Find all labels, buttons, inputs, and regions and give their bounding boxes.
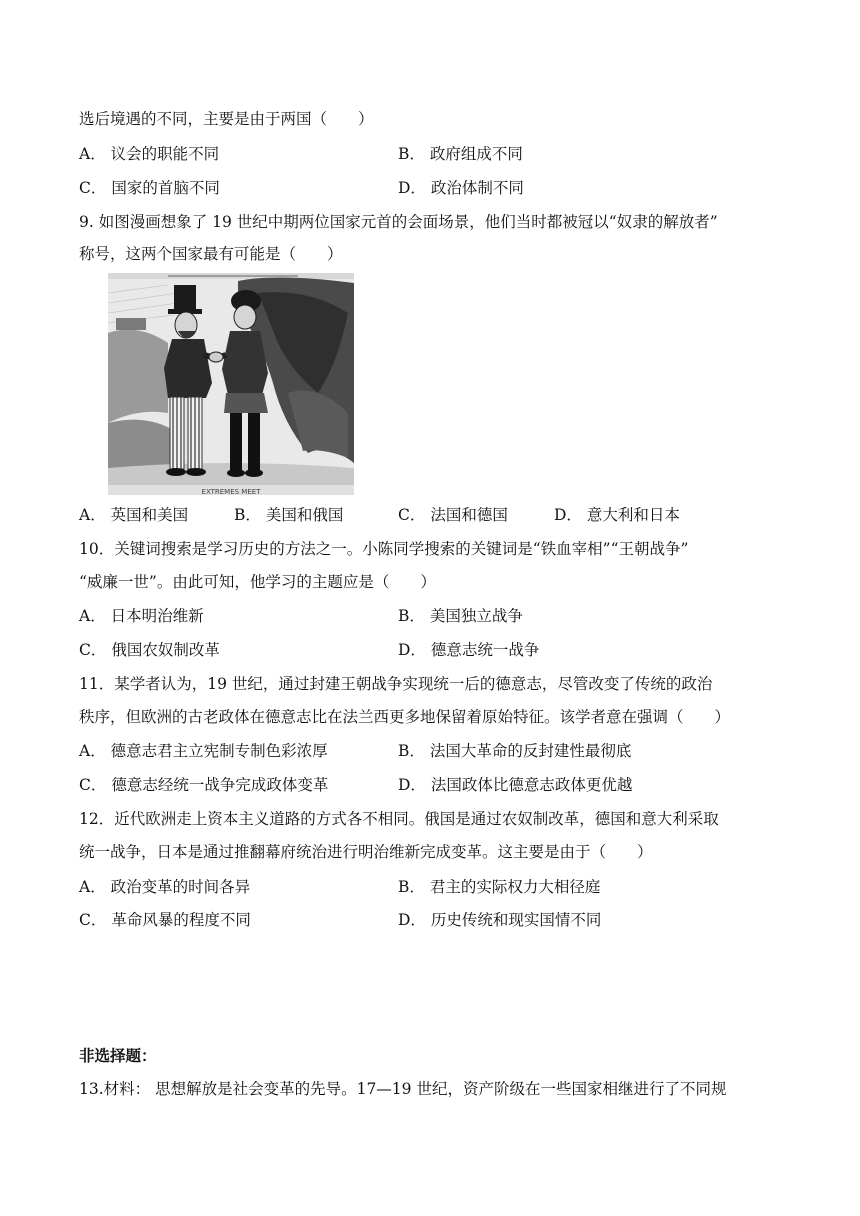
option-text: 法国和德国: [430, 506, 508, 524]
q10-option-b[interactable]: [398, 605, 523, 627]
option-text: 历史传统和现实国情不同: [430, 911, 602, 929]
option-text: 政治体制不同: [430, 179, 524, 197]
q12-option-c[interactable]: [79, 909, 251, 931]
q8-option-a[interactable]: [79, 143, 219, 165]
q8-option-b[interactable]: [398, 143, 523, 165]
q12-stem-line-1: 12．近代欧洲走上资本主义道路的方式各不相同。俄国是通过农奴制改革，德国和意大利采取: [79, 810, 719, 828]
option-text: 俄国农奴制改革: [111, 641, 220, 659]
option-letter: A．: [79, 607, 106, 625]
option-text: 德意志统一战争: [430, 641, 540, 659]
q9-stem-line-2: 称号，这两个国家最有可能是（ ）: [79, 245, 343, 263]
q10-option-c[interactable]: [79, 639, 220, 661]
q10-option-d[interactable]: [398, 639, 539, 661]
option-text: 英国和美国: [110, 506, 189, 524]
option-letter: A．: [79, 742, 106, 760]
q10-stem-line-1: 10．关键词搜索是学习历史的方法之一。小陈同学搜索的关键词是“铁血宰相”“王朝战争”: [79, 540, 689, 558]
q9-option-b[interactable]: [234, 504, 343, 526]
option-letter: A．: [79, 506, 106, 524]
cartoon-caption: EXTREMES MEET: [201, 488, 261, 495]
q11-option-c[interactable]: [79, 774, 328, 796]
option-text: 日本明治维新: [110, 607, 204, 625]
option-letter: B．: [398, 145, 425, 163]
option-letter: D．: [398, 911, 426, 929]
q11-option-b[interactable]: [398, 740, 631, 762]
option-text: 德意志经统一战争完成政体变革: [111, 776, 329, 794]
q12-option-d[interactable]: [398, 909, 601, 931]
option-letter: C．: [79, 911, 107, 929]
option-letter: B．: [234, 506, 261, 524]
option-letter: C．: [398, 506, 426, 524]
option-letter: C．: [79, 776, 107, 794]
q9-stem-line-1: 9. 如图漫画想象了 19 世纪中期两位国家元首的会面场景，他们当时都被冠以“奴隶的解放者”: [79, 213, 718, 231]
option-letter: D．: [398, 641, 426, 659]
option-letter: D．: [398, 179, 426, 197]
q12-option-a[interactable]: [79, 876, 250, 898]
option-text: 美国独立战争: [429, 607, 523, 625]
q12-stem-line-2: 统一战争，日本是通过推翻幕府统治进行明治维新完成变革。这主要是由于（ ）: [79, 843, 653, 861]
option-text: 革命风暴的程度不同: [111, 911, 251, 929]
q8-option-d[interactable]: [398, 177, 524, 199]
q11-option-d[interactable]: [398, 774, 632, 796]
option-text: 政治变革的时间各异: [110, 878, 251, 896]
option-text: 美国和俄国: [265, 506, 344, 524]
option-text: 议会的职能不同: [110, 145, 220, 163]
q8-option-c[interactable]: [79, 177, 220, 199]
q9-option-a[interactable]: [79, 504, 188, 526]
option-text: 法国大革命的反封建性最彻底: [429, 742, 632, 760]
option-letter: B．: [398, 878, 425, 896]
option-letter: A．: [79, 145, 106, 163]
q11-stem-line-2: 秩序，但欧洲的古老政体在德意志比在法兰西更多地保留着原始特征。该学者意在强调（ ）: [79, 708, 731, 726]
option-text: 政府组成不同: [429, 145, 523, 163]
option-letter: B．: [398, 742, 425, 760]
option-letter: A．: [79, 878, 106, 896]
option-text: 德意志君主立宪制专制色彩浓厚: [110, 742, 328, 760]
q12-option-b[interactable]: [398, 876, 600, 898]
option-text: 法国政体比德意志政体更优越: [430, 776, 633, 794]
q11-option-a[interactable]: [79, 740, 328, 762]
section-title-non-choice: 非选择题：: [79, 1046, 157, 1065]
option-letter: C．: [79, 641, 107, 659]
option-text: 国家的首脑不同: [111, 179, 220, 197]
q9-cartoon-image: [108, 273, 354, 495]
option-letter: D．: [554, 506, 582, 524]
option-letter: D．: [398, 776, 426, 794]
option-text: 君主的实际权力大相径庭: [429, 878, 601, 896]
q9-option-c[interactable]: [398, 504, 508, 526]
q13-material-line-1: 13.材料： 思想解放是社会变革的先导。17—19 世纪，资产阶级在一些国家相继进行了不同规: [79, 1080, 727, 1098]
q10-stem-line-2: “威廉一世”。由此可知，他学习的主题应是（ ）: [79, 573, 436, 591]
q11-stem-line-1: 11．某学者认为，19 世纪，通过封建王朝战争实现统一后的德意志，尽管改变了传统的政治: [79, 675, 713, 693]
q8-stem-tail: 选后境遇的不同，主要是由于两国（ ）: [79, 110, 374, 128]
q9-option-d[interactable]: [554, 504, 680, 526]
q10-option-a[interactable]: [79, 605, 204, 627]
option-letter: C．: [79, 179, 107, 197]
option-letter: B．: [398, 607, 425, 625]
option-text: 意大利和日本: [586, 506, 680, 524]
